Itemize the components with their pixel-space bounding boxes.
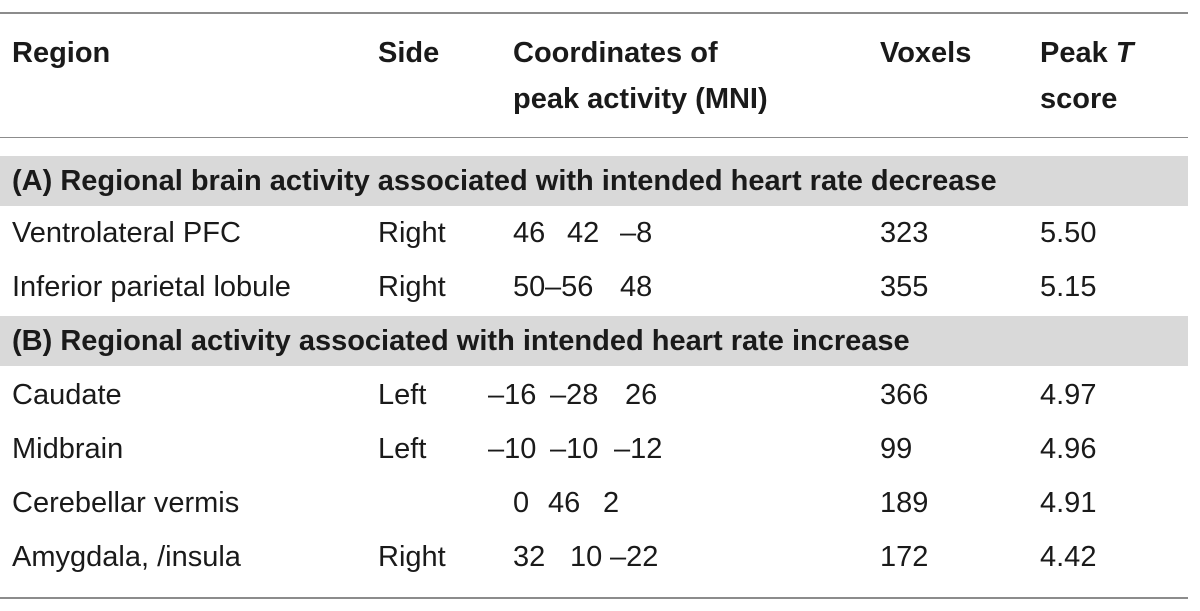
cell-side: Right xyxy=(378,541,446,573)
header-peak-word: Peak xyxy=(1040,37,1116,69)
cell-coord-z: 48 xyxy=(620,271,653,303)
cell-voxels: 99 xyxy=(880,433,913,465)
cell-voxels: 189 xyxy=(880,487,929,519)
table-row xyxy=(0,422,1188,476)
cell-region: Inferior parietal lobule xyxy=(12,271,291,303)
header-peak-line2: score xyxy=(1040,83,1118,115)
cell-side: Left xyxy=(378,379,427,411)
cell-peak: 4.91 xyxy=(1040,487,1097,519)
header-region: Region xyxy=(12,37,111,69)
header-voxels: Voxels xyxy=(880,37,972,69)
table-row xyxy=(0,206,1188,260)
cell-region: Midbrain xyxy=(12,433,124,465)
cell-coord-x: –10 xyxy=(488,433,537,465)
header-peak-t: T xyxy=(1115,37,1134,69)
cell-coord-x: 50 xyxy=(513,271,546,303)
cell-coord-y: –10 xyxy=(550,433,599,465)
cell-region: Cerebellar vermis xyxy=(12,487,240,519)
header-peak-line1 xyxy=(1040,34,1134,72)
table-row xyxy=(0,368,1188,422)
cell-region: Ventrolateral PFC xyxy=(12,217,241,249)
table-row xyxy=(0,260,1188,314)
cell-side: Right xyxy=(378,271,446,303)
cell-coord-y: –28 xyxy=(550,379,599,411)
cell-coord-z: –12 xyxy=(614,433,663,465)
cell-region: Amygdala, /insula xyxy=(12,541,241,573)
cell-coord-y: 10 xyxy=(570,541,603,573)
cell-side: Left xyxy=(378,433,427,465)
cell-voxels: 172 xyxy=(880,541,929,573)
table-row xyxy=(0,476,1188,530)
cell-peak: 4.42 xyxy=(1040,541,1097,573)
table-header-rule xyxy=(0,137,1188,138)
header-coords-line2: peak activity (MNI) xyxy=(513,83,768,115)
cell-coord-x: –16 xyxy=(488,379,537,411)
cell-voxels: 355 xyxy=(880,271,929,303)
cell-peak: 4.96 xyxy=(1040,433,1097,465)
cell-voxels: 323 xyxy=(880,217,929,249)
cell-peak: 4.97 xyxy=(1040,379,1097,411)
cell-coord-x: 32 xyxy=(513,541,546,573)
section-a-band xyxy=(0,156,1188,206)
section-b-band xyxy=(0,316,1188,366)
cell-coord-x: 46 xyxy=(513,217,546,249)
table-bottom-rule xyxy=(0,597,1188,599)
cell-coord-y: 46 xyxy=(548,487,581,519)
section-a-title: (A) Regional brain activity associated with intended heart rate decrease xyxy=(12,165,997,197)
cell-coord-z: –8 xyxy=(620,217,653,249)
cell-coord-z: 2 xyxy=(603,487,620,519)
cell-peak: 5.15 xyxy=(1040,271,1097,303)
table-top-rule xyxy=(0,12,1188,14)
header-side: Side xyxy=(378,37,440,69)
cell-coord-z: 26 xyxy=(625,379,658,411)
cell-coord-x: 0 xyxy=(513,487,530,519)
table-row xyxy=(0,530,1188,584)
cell-peak: 5.50 xyxy=(1040,217,1097,249)
cell-voxels: 366 xyxy=(880,379,929,411)
header-coords-line1: Coordinates of xyxy=(513,37,718,69)
cell-coord-z: –22 xyxy=(610,541,659,573)
section-b-title: (B) Regional activity associated with intended heart rate increase xyxy=(12,325,910,357)
cell-coord-y: –56 xyxy=(545,271,594,303)
cell-region: Caudate xyxy=(12,379,122,411)
cell-coord-y: 42 xyxy=(567,217,600,249)
cell-side: Right xyxy=(378,217,446,249)
